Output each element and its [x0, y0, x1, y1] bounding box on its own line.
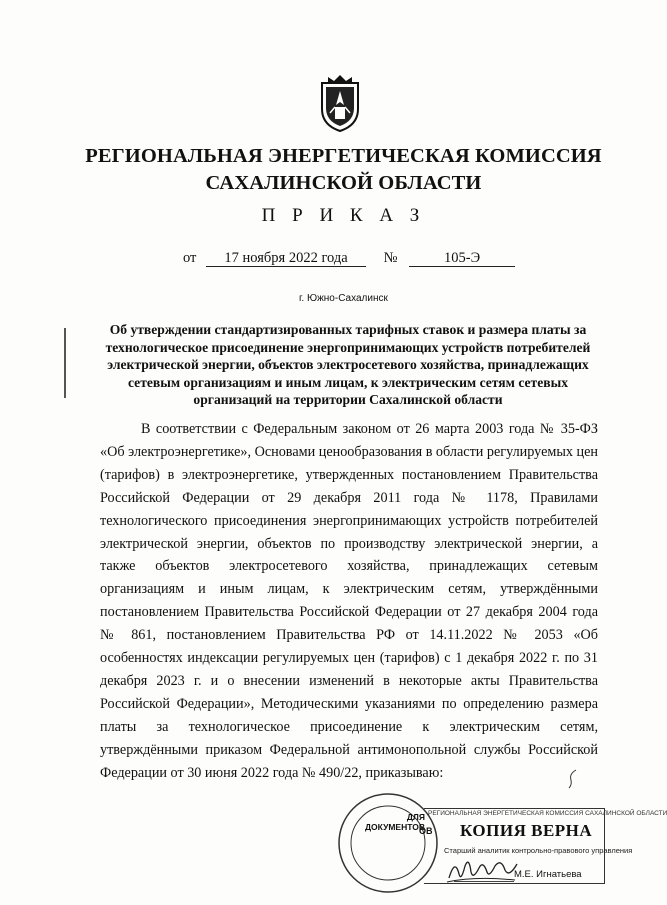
handwritten-signature-icon [445, 852, 521, 886]
stamp-signatory-name: М.Е. Игнатьева [514, 869, 582, 880]
order-body [100, 418, 598, 785]
preamble-paragraph: В соответствии с Федеральным законом от 26 марта 2003 года № 35-ФЗ «Об электроэнергетике», Основами ценообразования в области регулируемых цен (тарифов) в электроэнергетике, утвержденных постановлением Правительства Российской Федерации от 29 декабря 2011 года № 1178, Правилами технологического присоединения энергопринимающих устройств потребителей электрической энергии, объектов по производству электрической энергии, а также объектов электросетевого хозяйства, принадлежащих сетевым организациям и иным лицам, к электрическим сетям, утверждёнными постановлением Правительства Российской Федерации от 27 декабря 2004 года № 861, постановлением Правительства РФ от 14.11.2022 № 2053 «Об особенностях индексации регулируемых цен (тарифов) с 1 декабря 2022 г. по 31 декабря 2023 г. и о внесении изменений в некоторые акты Правительства Российской Федерации», Методическими указаниями по определению размера платы за технологическое присоединение к электрическим сетям, утверждёнными приказом Федеральной антимонопольной службы Российской Федерации от 30 июня 2022 года № 490/22, приказываю: [100, 421, 599, 781]
document-type: П Р И К А З [261, 205, 426, 226]
date-number-line [183, 250, 515, 267]
stamp-title: КОПИЯ ВЕРНА [460, 821, 593, 840]
order-date: 17 ноября 2022 года [206, 250, 366, 267]
order-subject: Об утверждении стандартизированных тарифных ставок и размера платы за технологическое присоединение энергопринимающих устройств потребителей электрической энергии, объектов электросетевого хозяйства, принадлежащих сетевым организациям и иным лицам, к электрическим сетям сетевых организаций на территории Сахалинской области [105, 322, 591, 407]
number-label: № [383, 250, 398, 266]
city: г. Южно-Сахалинск [299, 293, 388, 304]
margin-mark [64, 328, 66, 398]
pen-mark-icon [566, 768, 580, 790]
order-number: 105-Э [409, 250, 515, 267]
stamp-org-text: РЕГИОНАЛЬНАЯ ЭНЕРГЕТИЧЕСКАЯ КОМИССИЯ САХАЛИНСКОЙ ОБЛАСТИ [428, 810, 667, 817]
coat-of-arms-icon [316, 75, 364, 133]
stamp-for-documents: ДЛЯ ДОКУМЕНТОВ [365, 812, 425, 832]
date-prefix: от [183, 250, 197, 266]
stamp-ov-label: ОВ [419, 826, 433, 836]
organization-name-line2: САХАЛИНСКОЙ ОБЛАСТИ [205, 172, 482, 194]
organization-name-line1: РЕГИОНАЛЬНАЯ ЭНЕРГЕТИЧЕСКАЯ КОМИССИЯ [85, 145, 602, 167]
stamp-position: Старший аналитик контрольно-правового управления [444, 846, 633, 855]
